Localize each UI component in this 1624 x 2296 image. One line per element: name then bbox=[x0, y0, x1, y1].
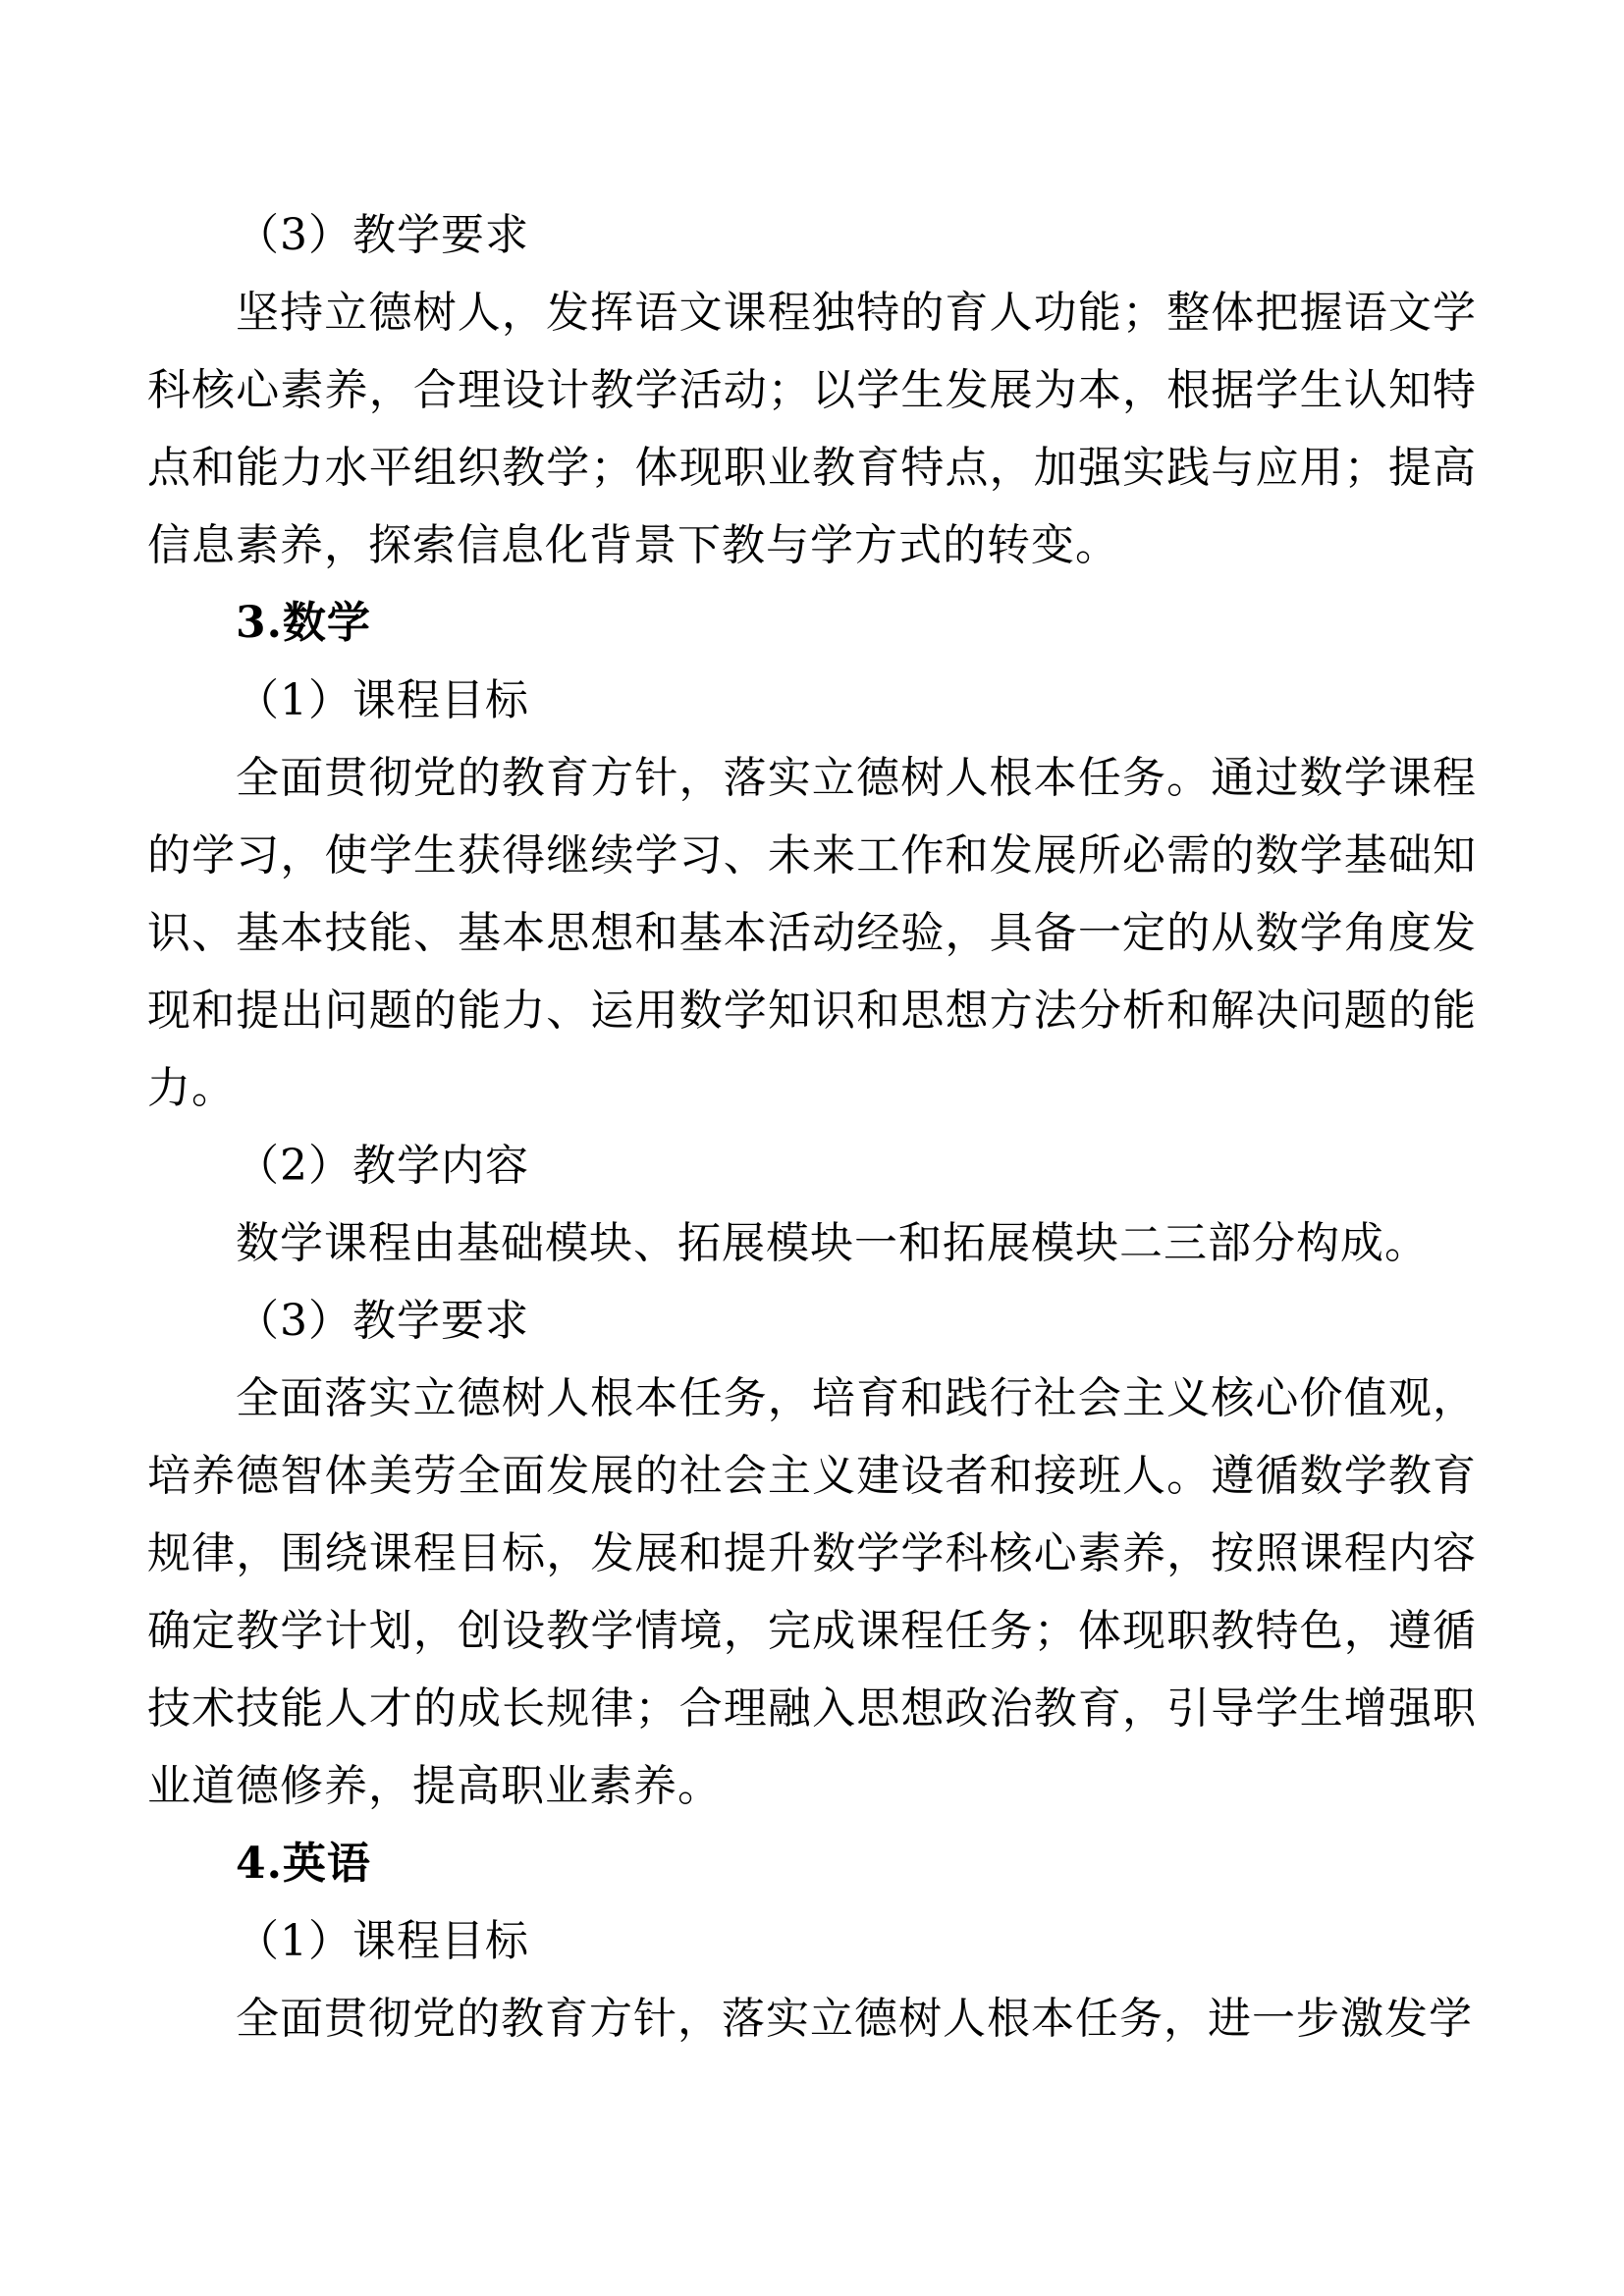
section-heading-math: 3.数学 bbox=[236, 598, 371, 648]
subheading-math-course-goals: （1）课程目标 bbox=[236, 675, 529, 725]
subheading-english-course-goals: （1）课程目标 bbox=[236, 1916, 529, 1966]
subheading-chinese-teaching-requirements: （3）教学要求 bbox=[236, 210, 529, 260]
subheading-math-teaching-requirements: （3）教学要求 bbox=[236, 1296, 529, 1346]
paragraph-chinese-teaching-requirements: 坚持立德树人，发挥语文课程独特的育人功能；整体把握语文学科核心素养，合理设计教学活动；以学生发展为本，根据学生认知特点和能力水平组织教学；体现职业教育特点，加强实践与应用；提高信息素养，探索信息化背景下教与学方式的转变。 bbox=[147, 288, 1477, 570]
paragraph-math-teaching-requirements: 全面落实立德树人根本任务，培育和践行社会主义核心价值观，培养德智体美劳全面发展的社会主义建设者和接班人。遵循数学教育规律，围绕课程目标，发展和提升数学学科核心素养，按照课程内容确定教学计划，创设教学情境，完成课程任务；体现职教特色，遵循技术技能人才的成长规律；合理融入思想政治教育，引导学生增强职业道德修养，提高职业素养。 bbox=[147, 1373, 1477, 1811]
section-heading-english: 4.英语 bbox=[236, 1839, 371, 1889]
paragraph-math-teaching-content: 数学课程由基础模块、拓展模块一和拓展模块二三部分构成。 bbox=[236, 1218, 1429, 1268]
subheading-math-teaching-content: （2）教学内容 bbox=[236, 1141, 529, 1191]
paragraph-english-course-goals: 全面贯彻党的教育方针，落实立德树人根本任务，进一步激发学 bbox=[236, 1994, 1473, 2044]
paragraph-math-course-goals: 全面贯彻党的教育方针，落实立德树人根本任务。通过数学课程的学习，使学生获得继续学习、未来工作和发展所必需的数学基础知识、基本技能、基本思想和基本活动经验，具备一定的从数学角度发现和提出问题的能力、运用数学知识和思想方法分析和解决问题的能力。 bbox=[147, 753, 1477, 1113]
